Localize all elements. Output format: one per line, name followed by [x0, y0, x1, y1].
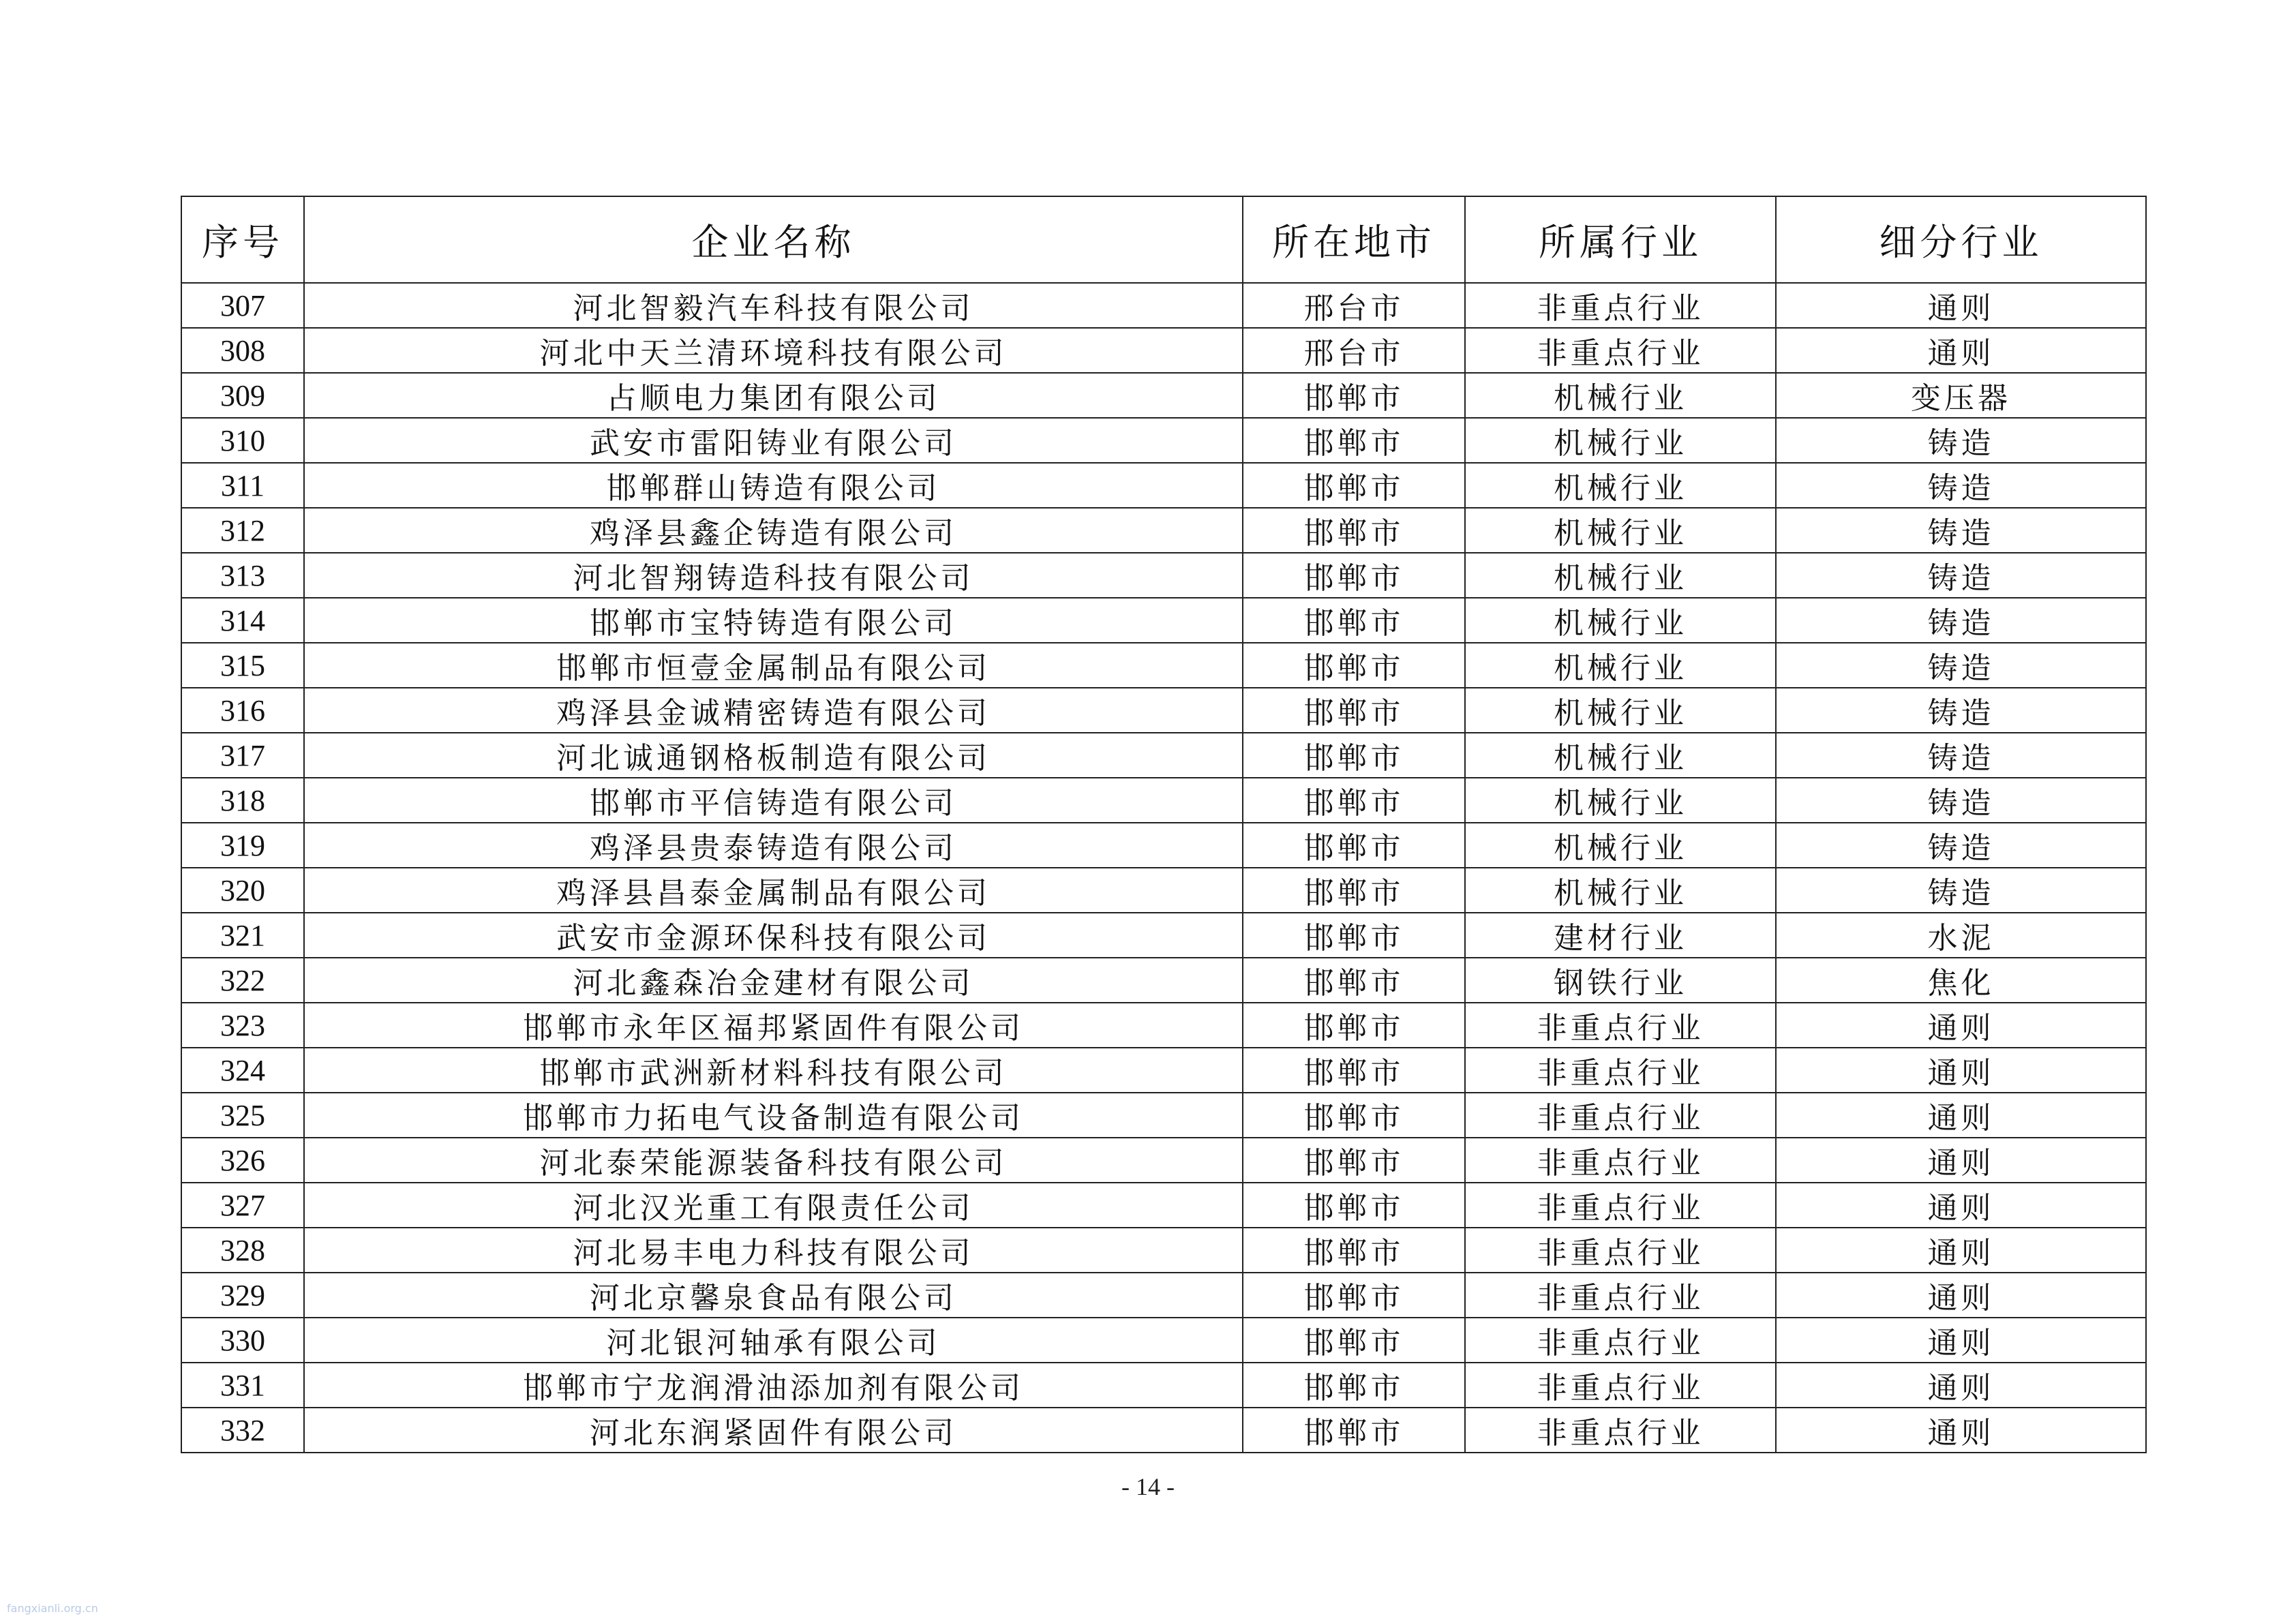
cell-industry: 钢铁行业 [1465, 958, 1776, 1003]
cell-serial-number: 317 [181, 733, 304, 778]
cell-sub-industry: 通则 [1776, 1318, 2146, 1363]
cell-industry: 非重点行业 [1465, 1228, 1776, 1273]
header-company-name: 企业名称 [304, 196, 1243, 283]
cell-company-name: 鸡泽县昌泰金属制品有限公司 [304, 868, 1243, 913]
cell-city: 邯郸市 [1243, 643, 1465, 688]
cell-sub-industry: 通则 [1776, 1003, 2146, 1048]
cell-sub-industry: 铸造 [1776, 688, 2146, 733]
cell-city: 邯郸市 [1243, 1093, 1465, 1138]
cell-industry: 非重点行业 [1465, 1048, 1776, 1093]
cell-company-name: 鸡泽县鑫企铸造有限公司 [304, 508, 1243, 553]
table-row [181, 598, 2146, 643]
enterprise-table [181, 196, 2147, 1453]
cell-company-name: 邯郸市力拓电气设备制造有限公司 [304, 1093, 1243, 1138]
cell-city: 邯郸市 [1243, 1228, 1465, 1273]
cell-company-name: 河北京馨泉食品有限公司 [304, 1273, 1243, 1318]
cell-city: 邯郸市 [1243, 1138, 1465, 1183]
cell-sub-industry: 铸造 [1776, 463, 2146, 508]
cell-industry: 非重点行业 [1465, 1273, 1776, 1318]
cell-serial-number: 330 [181, 1318, 304, 1363]
cell-company-name: 河北汉光重工有限责任公司 [304, 1183, 1243, 1228]
cell-city: 邢台市 [1243, 328, 1465, 373]
cell-sub-industry: 铸造 [1776, 868, 2146, 913]
cell-city: 邯郸市 [1243, 1273, 1465, 1318]
cell-sub-industry: 通则 [1776, 1228, 2146, 1273]
header-industry: 所属行业 [1465, 196, 1776, 283]
table-row [181, 1273, 2146, 1318]
cell-serial-number: 309 [181, 373, 304, 418]
cell-serial-number: 308 [181, 328, 304, 373]
cell-city: 邯郸市 [1243, 1003, 1465, 1048]
cell-serial-number: 315 [181, 643, 304, 688]
cell-sub-industry: 铸造 [1776, 598, 2146, 643]
table-row [181, 778, 2146, 823]
cell-serial-number: 326 [181, 1138, 304, 1183]
cell-serial-number: 322 [181, 958, 304, 1003]
cell-city: 邯郸市 [1243, 553, 1465, 598]
table-row [181, 913, 2146, 958]
cell-company-name: 邯郸市恒壹金属制品有限公司 [304, 643, 1243, 688]
table-row [181, 1408, 2146, 1453]
cell-industry: 非重点行业 [1465, 1138, 1776, 1183]
cell-industry: 机械行业 [1465, 508, 1776, 553]
cell-sub-industry: 铸造 [1776, 508, 2146, 553]
cell-serial-number: 311 [181, 463, 304, 508]
cell-company-name: 鸡泽县贵泰铸造有限公司 [304, 823, 1243, 868]
table-row [181, 823, 2146, 868]
cell-company-name: 邯郸群山铸造有限公司 [304, 463, 1243, 508]
cell-company-name: 河北银河轴承有限公司 [304, 1318, 1243, 1363]
table-row [181, 508, 2146, 553]
cell-sub-industry: 通则 [1776, 328, 2146, 373]
cell-company-name: 鸡泽县金诚精密铸造有限公司 [304, 688, 1243, 733]
table-row [181, 328, 2146, 373]
table-row [181, 868, 2146, 913]
cell-industry: 机械行业 [1465, 868, 1776, 913]
cell-company-name: 邯郸市永年区福邦紧固件有限公司 [304, 1003, 1243, 1048]
table-row [181, 1183, 2146, 1228]
cell-city: 邯郸市 [1243, 1363, 1465, 1408]
cell-sub-industry: 铸造 [1776, 823, 2146, 868]
cell-company-name: 河北智翔铸造科技有限公司 [304, 553, 1243, 598]
cell-city: 邯郸市 [1243, 823, 1465, 868]
cell-city: 邯郸市 [1243, 913, 1465, 958]
cell-industry: 非重点行业 [1465, 1363, 1776, 1408]
cell-company-name: 河北泰荣能源装备科技有限公司 [304, 1138, 1243, 1183]
cell-serial-number: 331 [181, 1363, 304, 1408]
cell-sub-industry: 铸造 [1776, 778, 2146, 823]
site-watermark: fangxianli.org.cn [7, 1602, 98, 1615]
table-row [181, 688, 2146, 733]
cell-serial-number: 324 [181, 1048, 304, 1093]
cell-industry: 机械行业 [1465, 823, 1776, 868]
cell-company-name: 河北东润紧固件有限公司 [304, 1408, 1243, 1453]
cell-sub-industry: 通则 [1776, 1183, 2146, 1228]
cell-sub-industry: 通则 [1776, 1408, 2146, 1453]
cell-sub-industry: 焦化 [1776, 958, 2146, 1003]
cell-serial-number: 313 [181, 553, 304, 598]
cell-serial-number: 310 [181, 418, 304, 463]
table-row [181, 1003, 2146, 1048]
cell-serial-number: 332 [181, 1408, 304, 1453]
cell-sub-industry: 通则 [1776, 283, 2146, 328]
table-row [181, 1093, 2146, 1138]
table-row [181, 1363, 2146, 1408]
cell-industry: 非重点行业 [1465, 1183, 1776, 1228]
table-body [181, 283, 2146, 1453]
cell-company-name: 邯郸市宝特铸造有限公司 [304, 598, 1243, 643]
cell-serial-number: 312 [181, 508, 304, 553]
cell-sub-industry: 通则 [1776, 1138, 2146, 1183]
cell-industry: 非重点行业 [1465, 1318, 1776, 1363]
table-row [181, 643, 2146, 688]
cell-city: 邯郸市 [1243, 1048, 1465, 1093]
cell-sub-industry: 铸造 [1776, 553, 2146, 598]
cell-industry: 非重点行业 [1465, 328, 1776, 373]
cell-industry: 非重点行业 [1465, 1408, 1776, 1453]
cell-industry: 机械行业 [1465, 553, 1776, 598]
cell-city: 邯郸市 [1243, 418, 1465, 463]
cell-serial-number: 319 [181, 823, 304, 868]
cell-serial-number: 329 [181, 1273, 304, 1318]
table-row [181, 958, 2146, 1003]
table-row [181, 418, 2146, 463]
cell-city: 邯郸市 [1243, 688, 1465, 733]
cell-serial-number: 320 [181, 868, 304, 913]
cell-serial-number: 314 [181, 598, 304, 643]
cell-serial-number: 327 [181, 1183, 304, 1228]
cell-serial-number: 307 [181, 283, 304, 328]
table-row [181, 463, 2146, 508]
cell-company-name: 邯郸市宁龙润滑油添加剂有限公司 [304, 1363, 1243, 1408]
cell-industry: 机械行业 [1465, 778, 1776, 823]
cell-sub-industry: 铸造 [1776, 733, 2146, 778]
cell-sub-industry: 水泥 [1776, 913, 2146, 958]
table-row [181, 1228, 2146, 1273]
cell-sub-industry: 通则 [1776, 1273, 2146, 1318]
cell-serial-number: 321 [181, 913, 304, 958]
cell-city: 邯郸市 [1243, 463, 1465, 508]
table-row [181, 1318, 2146, 1363]
cell-industry: 机械行业 [1465, 418, 1776, 463]
cell-city: 邯郸市 [1243, 1183, 1465, 1228]
cell-city: 邯郸市 [1243, 1408, 1465, 1453]
cell-industry: 机械行业 [1465, 643, 1776, 688]
cell-sub-industry: 铸造 [1776, 643, 2146, 688]
cell-company-name: 河北鑫森冶金建材有限公司 [304, 958, 1243, 1003]
cell-industry: 机械行业 [1465, 733, 1776, 778]
header-city: 所在地市 [1243, 196, 1465, 283]
cell-sub-industry: 变压器 [1776, 373, 2146, 418]
table-row [181, 1138, 2146, 1183]
cell-city: 邯郸市 [1243, 958, 1465, 1003]
cell-city: 邯郸市 [1243, 778, 1465, 823]
table-row [181, 733, 2146, 778]
cell-serial-number: 325 [181, 1093, 304, 1138]
cell-sub-industry: 通则 [1776, 1093, 2146, 1138]
cell-city: 邯郸市 [1243, 508, 1465, 553]
cell-sub-industry: 通则 [1776, 1048, 2146, 1093]
cell-serial-number: 328 [181, 1228, 304, 1273]
cell-industry: 机械行业 [1465, 598, 1776, 643]
cell-industry: 非重点行业 [1465, 1003, 1776, 1048]
cell-company-name: 河北智毅汽车科技有限公司 [304, 283, 1243, 328]
table-header-row [181, 196, 2146, 283]
table-row [181, 283, 2146, 328]
cell-industry: 非重点行业 [1465, 1093, 1776, 1138]
cell-city: 邢台市 [1243, 283, 1465, 328]
cell-sub-industry: 通则 [1776, 1363, 2146, 1408]
cell-city: 邯郸市 [1243, 373, 1465, 418]
page-number: - 14 - [1121, 1473, 1175, 1500]
cell-company-name: 河北诚通钢格板制造有限公司 [304, 733, 1243, 778]
table-row [181, 1048, 2146, 1093]
cell-company-name: 武安市金源环保科技有限公司 [304, 913, 1243, 958]
cell-company-name: 邯郸市平信铸造有限公司 [304, 778, 1243, 823]
cell-company-name: 河北中天兰清环境科技有限公司 [304, 328, 1243, 373]
cell-city: 邯郸市 [1243, 733, 1465, 778]
cell-city: 邯郸市 [1243, 1318, 1465, 1363]
cell-serial-number: 323 [181, 1003, 304, 1048]
cell-industry: 机械行业 [1465, 373, 1776, 418]
cell-serial-number: 316 [181, 688, 304, 733]
header-serial-number: 序号 [181, 196, 304, 283]
cell-industry: 非重点行业 [1465, 283, 1776, 328]
table-row [181, 373, 2146, 418]
cell-industry: 机械行业 [1465, 463, 1776, 508]
cell-industry: 机械行业 [1465, 688, 1776, 733]
cell-company-name: 邯郸市武洲新材料科技有限公司 [304, 1048, 1243, 1093]
header-sub-industry: 细分行业 [1776, 196, 2146, 283]
cell-company-name: 河北易丰电力科技有限公司 [304, 1228, 1243, 1273]
cell-company-name: 占顺电力集团有限公司 [304, 373, 1243, 418]
cell-city: 邯郸市 [1243, 868, 1465, 913]
cell-serial-number: 318 [181, 778, 304, 823]
cell-city: 邯郸市 [1243, 598, 1465, 643]
cell-sub-industry: 铸造 [1776, 418, 2146, 463]
table-row [181, 553, 2146, 598]
cell-industry: 建材行业 [1465, 913, 1776, 958]
cell-company-name: 武安市雷阳铸业有限公司 [304, 418, 1243, 463]
